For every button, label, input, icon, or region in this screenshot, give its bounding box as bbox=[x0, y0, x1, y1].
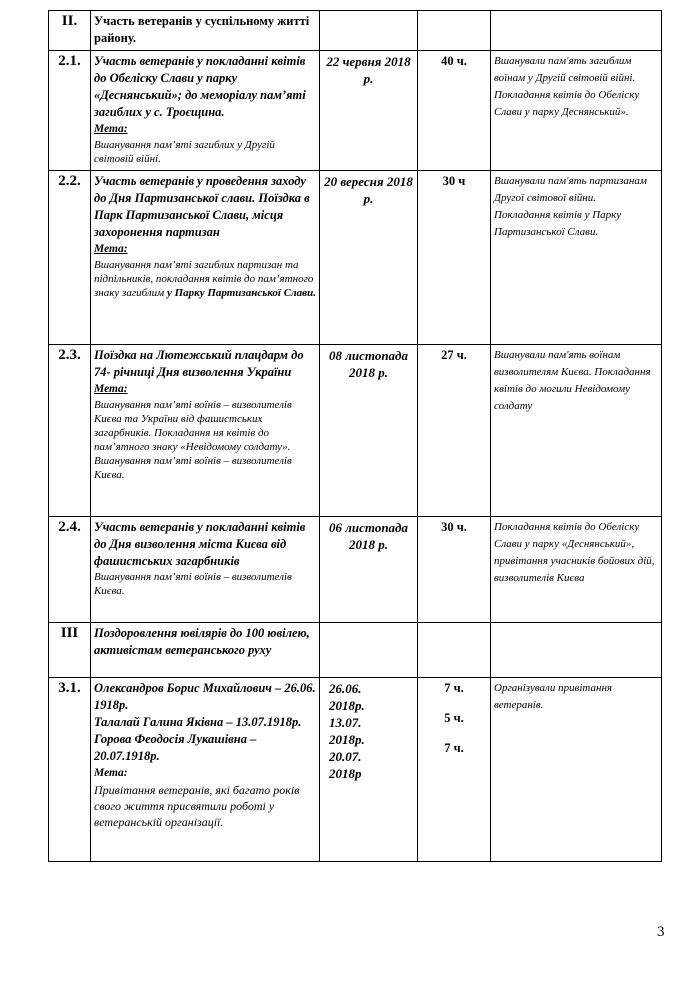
row-number: II. bbox=[49, 11, 91, 51]
row-number: 3.1. bbox=[49, 678, 91, 862]
row-number: 2.1. bbox=[49, 51, 91, 171]
row-number: 2.2. bbox=[49, 171, 91, 345]
event-result: Вшанували пам'ять воїнам визволителям Києва. Покладання квітів до могили Невідомому солдату bbox=[491, 345, 662, 517]
section-row-3 bbox=[49, 623, 662, 678]
event-title: Участь ветеранів у покладанні квітів до Дня визволення міста Києва від фашистських загарбників bbox=[94, 520, 306, 568]
section-row-2 bbox=[49, 11, 662, 51]
page-number: 3 bbox=[657, 924, 665, 940]
section-title: Участь ветеранів у суспільному житті району. bbox=[91, 11, 320, 51]
table-row bbox=[49, 51, 662, 171]
event-date: 06 листопада 2018 р. bbox=[320, 517, 418, 623]
goal-text: Привітання ветеранів, які багато років свого життя присвятили роботі у ветеранській організації. bbox=[94, 783, 300, 829]
row-number: 2.3. bbox=[49, 345, 91, 517]
event-result: Покладання квітів до Обеліску Слави у парку «Деснянський», привітання учасників бойових дій, визволителів Києва bbox=[491, 517, 662, 623]
hours-line: 7 ч. bbox=[444, 741, 464, 755]
goal-label: Мета: bbox=[94, 383, 128, 395]
date-line: 2018р. bbox=[329, 698, 365, 713]
event-hours: 40 ч. bbox=[418, 51, 491, 171]
event-date: 08 листопада 2018 р. bbox=[320, 345, 418, 517]
person-entry: Горова Феодосія Лукашівна – 20.07.1918р. bbox=[94, 732, 257, 763]
result-cell bbox=[491, 623, 662, 678]
goal-text: Вшанування пам’яті загиблих у Другій світовій війні. bbox=[94, 139, 275, 165]
event-result bbox=[491, 171, 662, 345]
person-entry: Талалай Галина Яківна – 13.07.1918р. bbox=[94, 715, 302, 729]
hours-line: 5 ч. bbox=[444, 711, 464, 725]
date-line: 13.07. bbox=[329, 715, 362, 730]
date-cell bbox=[320, 623, 418, 678]
goal-text: Вшанування пам’яті загиблих партизан та підпільників, покладання квітів до пам’ятного знаку загиблим bbox=[94, 259, 314, 299]
event-hours: 27 ч. bbox=[418, 345, 491, 517]
section-title: Поздоровлення ювілярів до 100 ювілею, активістам ветеранського руху bbox=[91, 623, 320, 678]
date-cell bbox=[320, 11, 418, 51]
event-cell bbox=[91, 345, 320, 517]
goal-label: Мета: bbox=[94, 767, 128, 779]
row-number: 2.4. bbox=[49, 517, 91, 623]
hours-cell bbox=[418, 11, 491, 51]
table-row bbox=[49, 678, 662, 862]
event-hours-list bbox=[418, 678, 491, 862]
table-row bbox=[49, 517, 662, 623]
goal-text: Вшанування пам’яті воїнів – визволителів Києва. bbox=[94, 571, 292, 597]
event-cell bbox=[91, 678, 320, 862]
event-result: Організували привітання ветеранів. bbox=[491, 678, 662, 862]
event-cell bbox=[91, 517, 320, 623]
event-date: 22 червня 2018 р. bbox=[320, 51, 418, 171]
event-hours: 30 ч bbox=[418, 171, 491, 345]
row-number: III bbox=[49, 623, 91, 678]
hours-line: 7 ч. bbox=[444, 681, 464, 695]
date-line: 20.07. bbox=[329, 749, 362, 764]
event-hours: 30 ч. bbox=[418, 517, 491, 623]
event-dates bbox=[320, 678, 418, 862]
event-title: Участь ветеранів у проведення заходу до Дня Партизанської слави. Поїздка в Парк Партизанської Слави, місця захоронення партизан bbox=[94, 174, 310, 239]
event-result: Вшанували пам'ять загиблим воїнам у Другій світовій війні. Покладання квітів до Обеліску Слави у парку Деснянський». bbox=[491, 51, 662, 171]
goal-label: Мета: bbox=[94, 123, 128, 135]
goal-text-bold: у Парку Партизанської Слави. bbox=[166, 287, 316, 299]
event-cell bbox=[91, 171, 320, 345]
table-row bbox=[49, 171, 662, 345]
goal-label: Мета: bbox=[94, 243, 128, 255]
result-line: Вшанували пам'ять партизанам Другої світової війни. bbox=[494, 175, 647, 204]
date-line: 2018р bbox=[329, 766, 362, 781]
table-row bbox=[49, 345, 662, 517]
goal-text: Вшанування пам’яті воїнів – визволителів Києва та України від фашистських загарбників. Покладання ня квітів до пам’ятного знаку «Невідомому солдату». Вшанування пам’яті воїнів – визволителів Києва. bbox=[94, 399, 292, 481]
event-cell bbox=[91, 51, 320, 171]
date-line: 2018р. bbox=[329, 732, 365, 747]
event-date: 20 вересня 2018 р. bbox=[320, 171, 418, 345]
result-cell bbox=[491, 11, 662, 51]
person-entry: Олександров Борис Михайлович – 26.06. 1918р. bbox=[94, 681, 316, 712]
event-title: Поїздка на Лютежський плацдарм до 74- річниці Дня визволення України bbox=[94, 348, 304, 379]
hours-cell bbox=[418, 623, 491, 678]
result-line: Покладання квітів у Парку Партизанської Слави. bbox=[494, 209, 622, 238]
event-title: Участь ветеранів у покладанні квітів до Обеліску Слави у парку «Деснянський»; до меморіалу пам’яті загиблих у с. Троєщина. bbox=[94, 54, 306, 119]
report-table bbox=[48, 10, 662, 862]
date-line: 26.06. bbox=[329, 681, 362, 696]
